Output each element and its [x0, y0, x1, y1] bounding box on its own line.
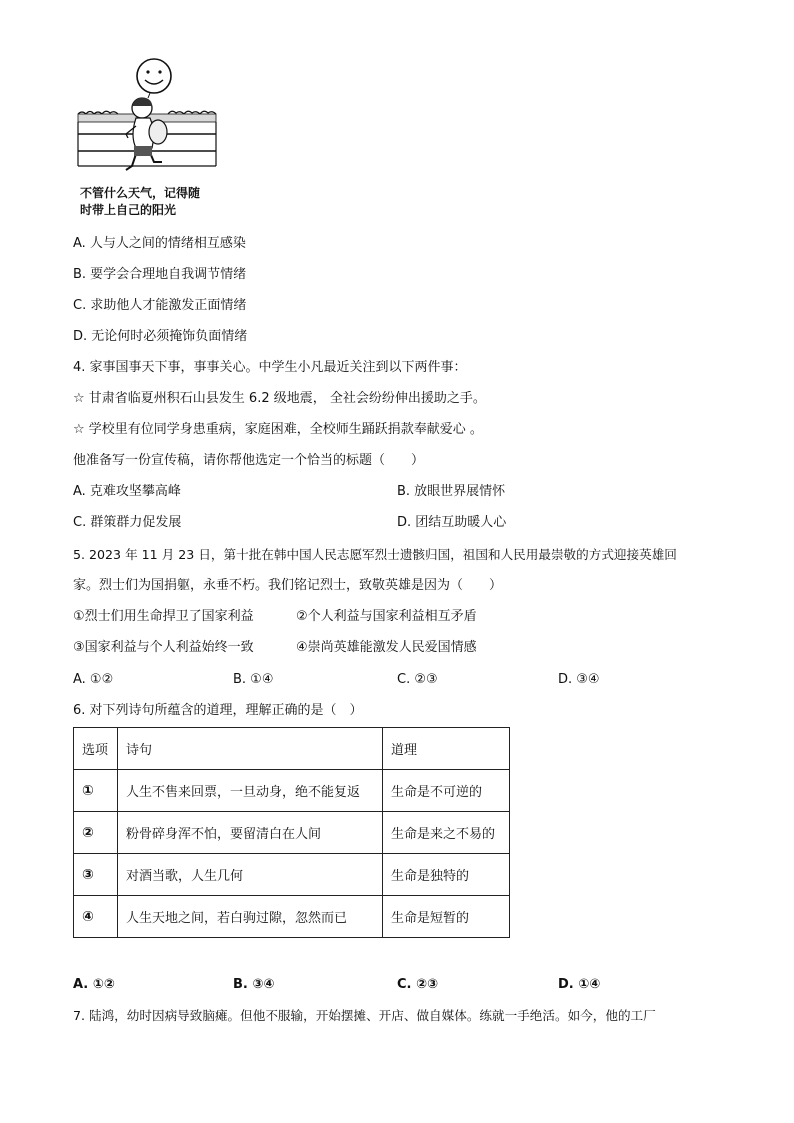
q6-option-d: D. ①④ [558, 977, 601, 992]
q5-stem-line1: 5. 2023 年 11 月 23 日，第十批在韩中国人民志愿军烈士遗骸归国，祖国和人民用最崇敬的方式迎接英雄回 [73, 547, 677, 562]
q4-ask: 他准备写一份宣传稿，请你帮他选定一个恰当的标题（ ） [73, 453, 425, 468]
q4-event-2: ☆ 学校里有位同学身患重病，家庭困难，全校师生踊跃捐款奉献爱心 。 [73, 422, 483, 437]
q3-option-c: C. 求助他人才能激发正面情绪 [73, 298, 247, 313]
header-option: 选项 [74, 728, 118, 770]
q6-option-a: A. ①② [73, 977, 115, 992]
row-marker: ① [74, 770, 118, 812]
row-poem: 粉骨碎身浑不怕，要留清白在人间 [118, 812, 383, 854]
row-marker: ② [74, 812, 118, 854]
row-marker: ④ [74, 896, 118, 938]
header-meaning: 道理 [383, 728, 510, 770]
q4-option-b: B. 放眼世界展情怀 [397, 484, 506, 499]
q5-option-a: A. ①② [73, 672, 114, 687]
q5-option-b: B. ①④ [233, 672, 274, 687]
q5-stem-line2: 家。烈士们为国捐躯，永垂不朽。我们铭记烈士，致敬英雄是因为（ ） [73, 578, 503, 593]
cartoon-caption-line2: 时带上自己的阳光 [80, 203, 177, 217]
q3-option-d: D. 无论何时必须掩饰负面情绪 [73, 329, 248, 344]
row-poem: 人生天地之间，若白驹过隙，忽然而已 [118, 896, 383, 938]
q5-item-4: ④崇尚英雄能激发人民爱国情感 [296, 640, 477, 655]
q4-event-1: ☆ 甘肃省临夏州积石山县发生 6.2 级地震， 全社会纷纷伸出援助之手。 [73, 391, 486, 406]
table-header-row [74, 728, 510, 770]
q4-option-d: D. 团结互助暖人心 [397, 515, 507, 530]
row-meaning: 生命是短暂的 [383, 896, 510, 938]
q6-option-b: B. ③④ [233, 977, 275, 992]
table-row [74, 770, 510, 812]
row-poem: 人生不售来回票，一旦动身，绝不能复返 [118, 770, 383, 812]
q6-option-c: C. ②③ [397, 977, 439, 992]
q4-option-c: C. 群策群力促发展 [73, 515, 182, 530]
q5-item-1: ①烈士们用生命捍卫了国家利益 [73, 609, 254, 624]
q5-item-3: ③国家利益与个人利益始终一致 [73, 640, 254, 655]
table-row [74, 854, 510, 896]
cartoon-drawing [72, 56, 222, 186]
q5-item-2: ②个人利益与国家利益相互矛盾 [296, 609, 477, 624]
header-poem: 诗句 [118, 728, 383, 770]
q7-stem-line1: 7. 陆鸿，幼时因病导致脑瘫。但他不服输，开始摆摊、开店、做自媒体。练就一手绝活。如今，他的工厂 [73, 1008, 656, 1023]
q5-option-c: C. ②③ [397, 672, 438, 687]
table-row [74, 896, 510, 938]
q5-option-d: D. ③④ [558, 672, 600, 687]
row-marker: ③ [74, 854, 118, 896]
poem-table [73, 727, 510, 938]
row-poem: 对酒当歌，人生几何 [118, 854, 383, 896]
q3-option-b: B. 要学会合理地自我调节情绪 [73, 267, 247, 282]
row-meaning: 生命是来之不易的 [383, 812, 510, 854]
row-meaning: 生命是不可逆的 [383, 770, 510, 812]
row-meaning: 生命是独特的 [383, 854, 510, 896]
q4-option-a: A. 克难攻坚攀高峰 [73, 484, 181, 499]
q3-option-a: A. 人与人之间的情绪相互感染 [73, 236, 246, 251]
table-row [74, 812, 510, 854]
q6-stem: 6. 对下列诗句所蕴含的道理，理解正确的是（ ） [73, 703, 363, 718]
cartoon-caption-line1: 不管什么天气，记得随 [80, 186, 201, 200]
q4-stem: 4. 家事国事天下事，事事关心。中学生小凡最近关注到以下两件事： [73, 360, 467, 375]
